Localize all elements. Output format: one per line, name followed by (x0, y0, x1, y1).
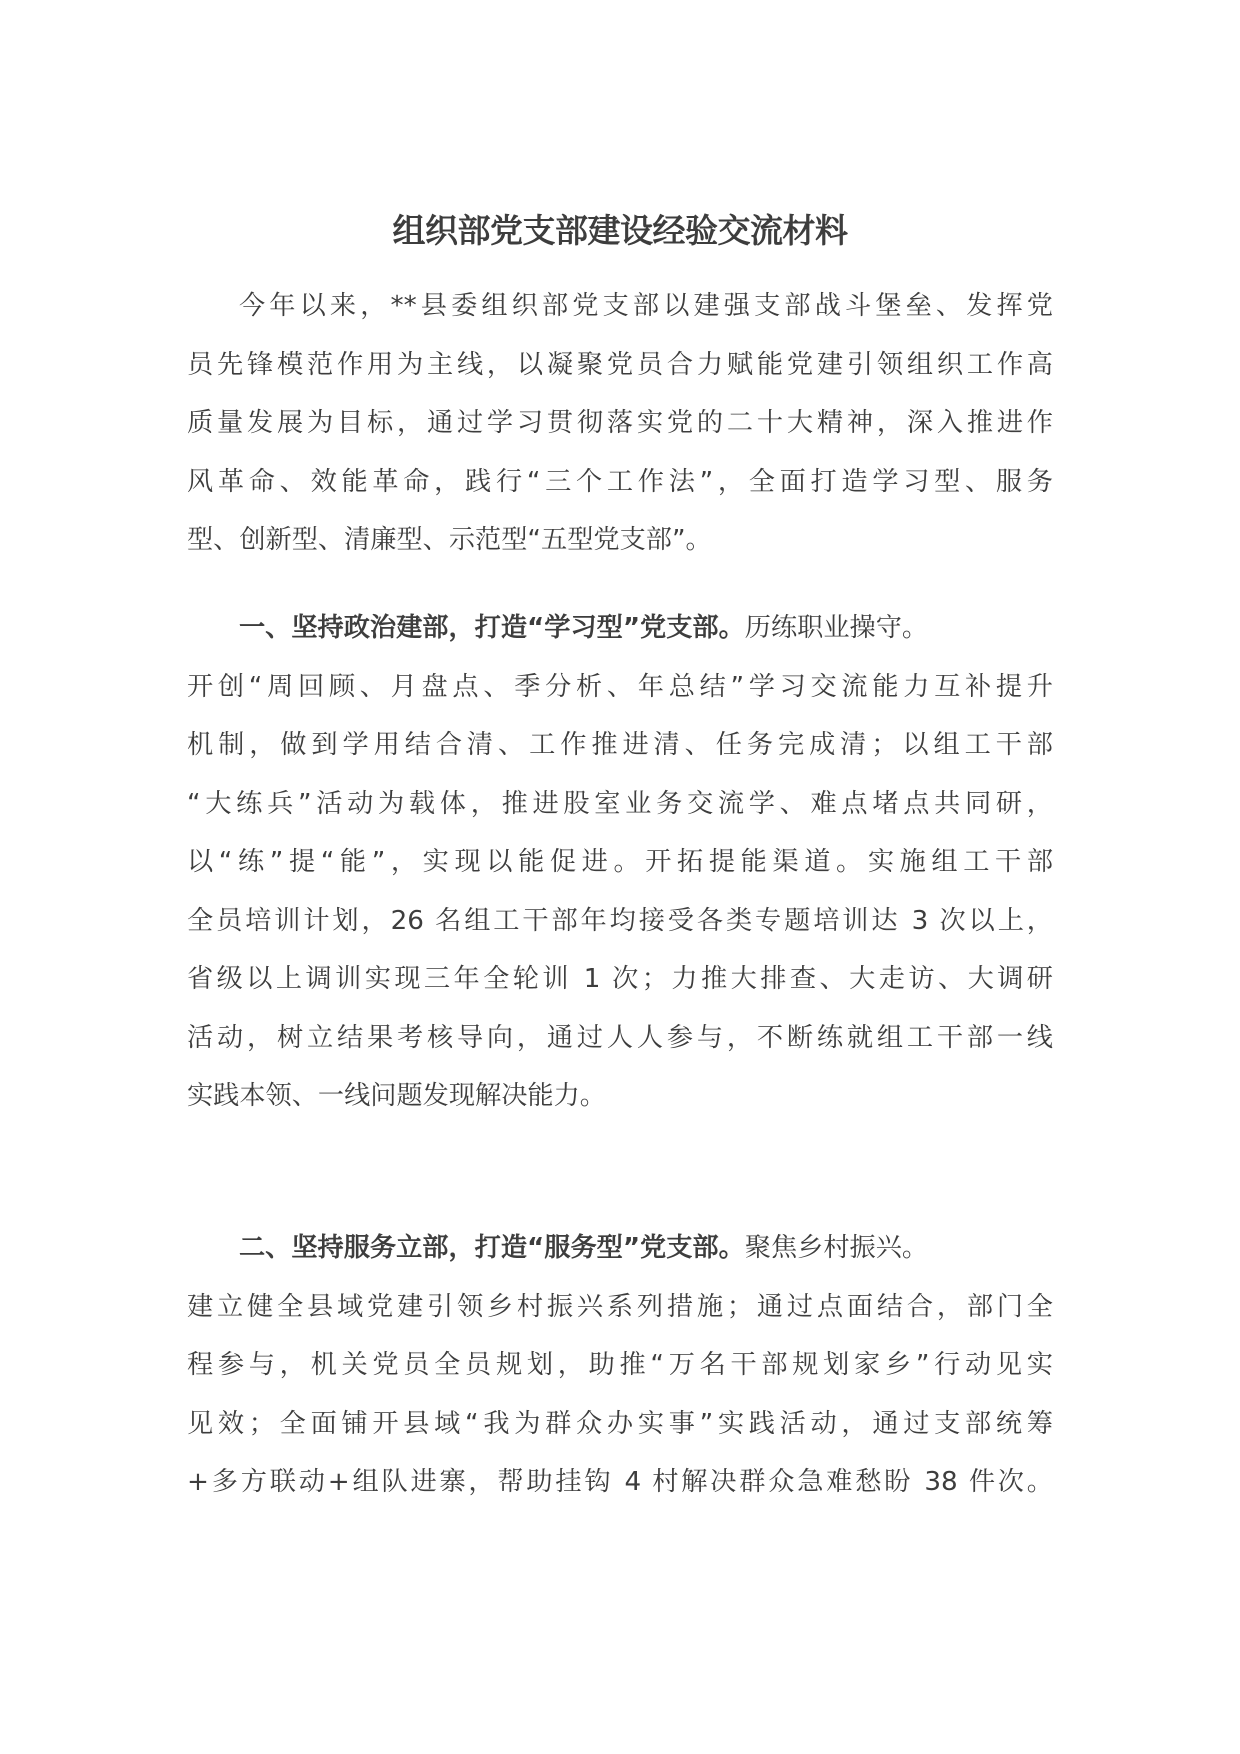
text-line: 程参与，机关党员全员规划，助推“万名干部规划家乡”行动见实 (187, 1350, 1053, 1380)
text-line: +多方联动+组队进寨，帮助挂钩 4 村解决群众急难愁盼 38 件次。 (187, 1467, 1053, 1497)
section-1-first-line (187, 599, 1053, 658)
text-line: 机制，做到学用结合清、工作推进清、任务完成清；以组工干部 (187, 730, 1053, 760)
text-line: 型、创新型、清廉型、示范型“五型党支部”。 (187, 525, 712, 555)
text-line: 实践本领、一线问题发现解决能力。 (187, 1081, 606, 1111)
section-2-paragraph (187, 1219, 1053, 1512)
section-1-paragraph (187, 599, 1053, 1126)
section-2-lead: 聚焦乡村振兴。 (744, 1233, 929, 1263)
text-line: 省级以上调训实现三年全轮训 1 次；力推大排查、大走访、大调研 (187, 964, 1053, 994)
section-2-first-line (187, 1219, 1053, 1278)
text-line: 见效；全面铺开县域“我为群众办实事”实践活动，通过支部统筹 (187, 1408, 1053, 1439)
text-line: 风革命、效能革命，践行“三个工作法”，全面打造学习型、服务 (187, 466, 1053, 497)
text-line: “大练兵”活动为载体，推进股室业务交流学、难点堵点共同研， (187, 788, 1053, 819)
text-line: 今年以来，**县委组织部党支部以建强支部战斗堡垒、发挥党 (239, 291, 1053, 321)
text-line: 以“练”提“能”，实现以能促进。开拓提能渠道。实施组工干部 (187, 847, 1053, 877)
text-line: 建立健全县域党建引领乡村振兴系列措施；通过点面结合，部门全 (187, 1291, 1053, 1322)
document-title: 组织部党支部建设经验交流材料 (392, 211, 848, 250)
text-line: 全员培训计划，26 名组工干部年均接受各类专题培训达 3 次以上， (187, 905, 1053, 936)
section-1-lead: 历练职业操守。 (744, 613, 929, 643)
text-line: 质量发展为目标，通过学习贯彻落实党的二十大精神，深入推进作 (187, 408, 1053, 438)
intro-paragraph (187, 277, 1053, 570)
section-2-heading: 二、坚持服务立部，打造“服务型”党支部。 (239, 1233, 745, 1263)
text-line: 员先锋模范作用为主线，以凝聚党员合力赋能党建引领组织工作高 (187, 349, 1053, 380)
text-line: 开创“周回顾、月盘点、季分析、年总结”学习交流能力互补提升 (187, 671, 1053, 702)
section-1-heading: 一、坚持政治建部，打造“学习型”党支部。 (239, 613, 745, 643)
text-line: 活动，树立结果考核导向，通过人人参与，不断练就组工干部一线 (187, 1022, 1053, 1053)
